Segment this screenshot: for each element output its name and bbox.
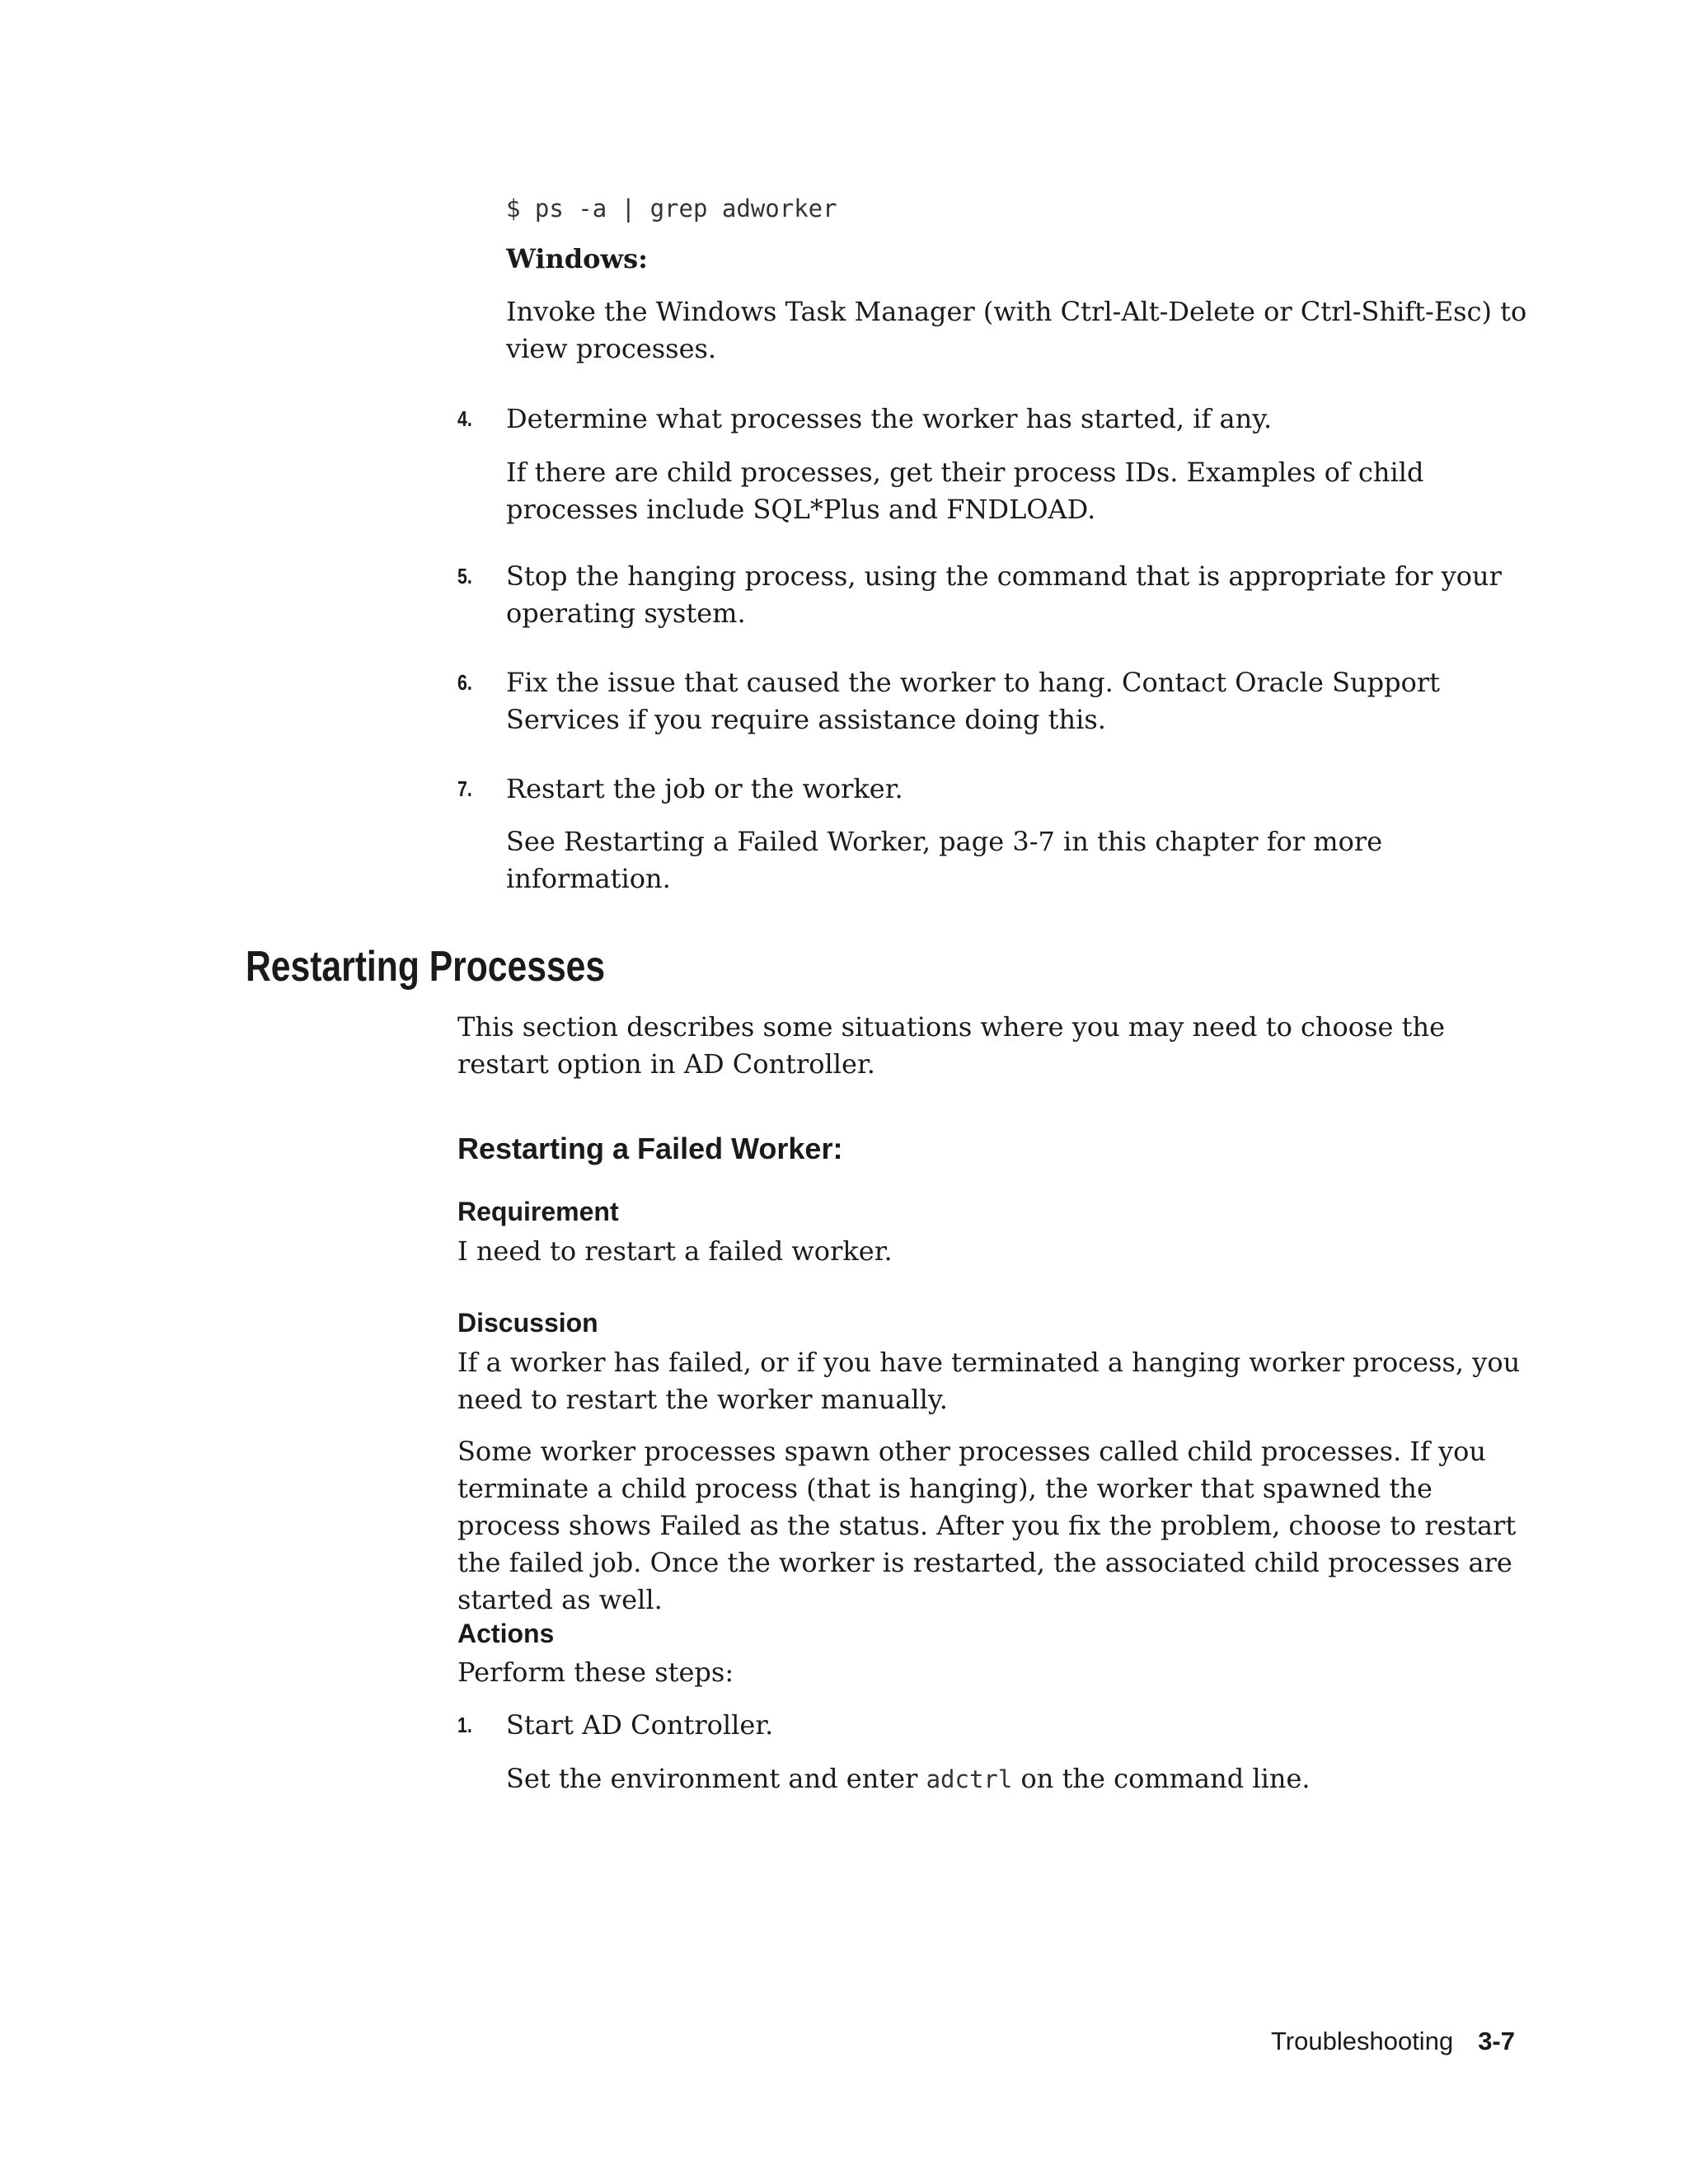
action-step-text: Start AD Controller. — [506, 1709, 774, 1741]
discussion-heading: Discussion — [457, 1308, 598, 1338]
windows-instructions: Invoke the Windows Task Manager (with Ctrl-Alt-Delete or Ctrl-Shift-Esc) to view processes. — [506, 296, 1527, 364]
action-step-detail — [506, 1760, 1528, 1798]
requirement-heading: Requirement — [457, 1197, 619, 1226]
step-text: Determine what processes the worker has started, if any. — [506, 403, 1273, 434]
actions-heading: Actions — [457, 1619, 555, 1648]
step-text: Fix the issue that caused the worker to hang. Contact Oracle Support Services if you require assistance doing this. — [506, 667, 1441, 735]
step-number: 4. — [457, 406, 472, 431]
section-title: Restarting Processes — [246, 943, 606, 991]
action-step-number: 1. — [457, 1713, 472, 1737]
requirement-text: I need to restart a failed worker. — [457, 1235, 893, 1267]
step-number: 5. — [457, 564, 472, 588]
inline-code: adctrl — [926, 1765, 1013, 1793]
footer-chapter: Troubleshooting — [1271, 2027, 1454, 2055]
step-number: 6. — [457, 670, 472, 695]
page-footer — [1271, 2025, 1515, 2058]
step-detail: If there are child processes, get their process IDs. Examples of child processes include SQL*Plus and FNDLOAD. — [506, 457, 1424, 525]
step-text: Restart the job or the worker. — [506, 773, 903, 804]
windows-label: Windows: — [506, 243, 648, 274]
detail-text: on the command line. — [1012, 1763, 1311, 1794]
unix-command: $ ps -a | grep adworker — [506, 194, 837, 223]
step-number: 7. — [457, 776, 472, 801]
discussion-paragraph: If a worker has failed, or if you have terminated a hanging worker process, you need to restart the worker manually. — [457, 1347, 1521, 1415]
step-text: Stop the hanging process, using the command that is appropriate for your operating system. — [506, 560, 1502, 629]
section-intro: This section describes some situations where you may need to choose the restart option in AD Controller. — [457, 1011, 1445, 1080]
discussion-paragraph: Some worker processes spawn other processes called child processes. If you terminate a child process (that is hanging), the worker that spawned the process shows Failed as the status. After you fix the problem, choose to restart the failed job. Once the worker is restarted, the associated child processes are started as well. — [457, 1436, 1517, 1615]
step-detail: See Restarting a Failed Worker, page 3-7 in this chapter for more information. — [506, 826, 1383, 894]
footer-page-number: 3-7 — [1478, 2027, 1515, 2055]
actions-intro: Perform these steps: — [457, 1657, 734, 1688]
detail-text: Set the environment and enter — [506, 1763, 926, 1794]
subsection-title: Restarting a Failed Worker: — [457, 1132, 843, 1165]
